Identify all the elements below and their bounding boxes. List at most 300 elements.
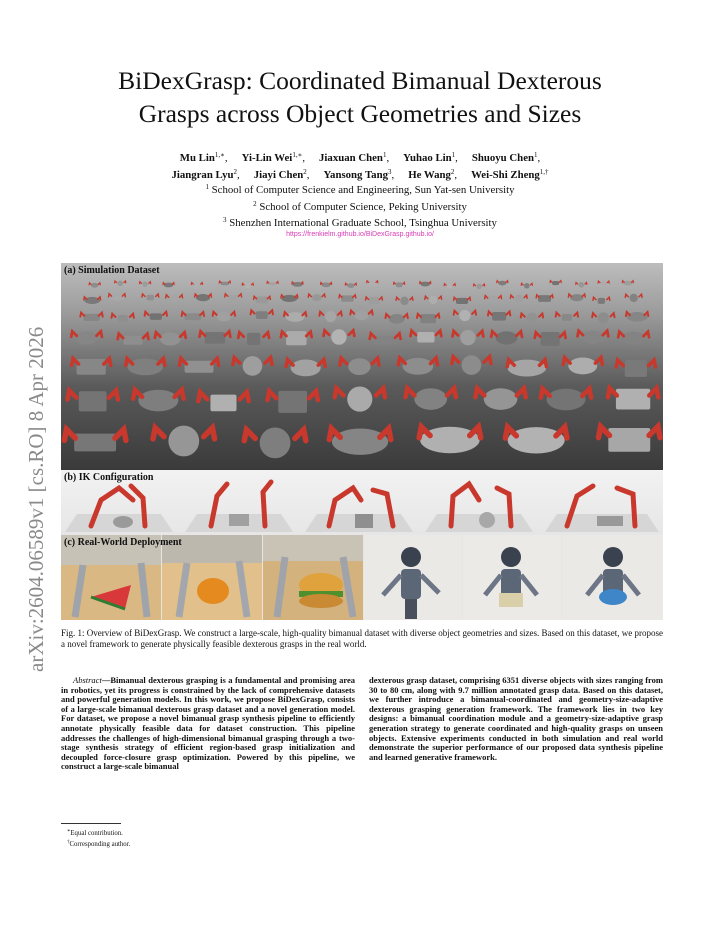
robot-hand-mark <box>585 282 587 284</box>
robot-hand-mark <box>394 282 396 284</box>
robot-hand-mark <box>582 294 585 297</box>
grasp-object <box>166 295 183 302</box>
author-name: Mu Lin <box>179 152 215 164</box>
grasp-object <box>254 296 271 303</box>
author-sup: 2 <box>303 168 307 176</box>
grasp-object <box>576 282 587 288</box>
grasp-object <box>267 391 317 413</box>
robot-hand-mark <box>153 428 164 439</box>
project-link[interactable]: https://frenkielm.github.io/BiDexGrasp.github.io/ <box>286 231 434 238</box>
grasp-object <box>425 296 442 304</box>
robot-hand-mark <box>124 281 126 283</box>
robot-hand-mark <box>539 314 543 318</box>
affiliation-text: Shenzhen International Graduate School, Tsinghua University <box>229 217 497 229</box>
robot-hand-mark <box>281 332 287 338</box>
robot-hand-mark <box>592 313 596 317</box>
grasp-object <box>398 358 437 375</box>
robot-hand-mark <box>130 314 134 318</box>
robot-hand-mark <box>302 312 306 316</box>
robot-hand-mark <box>485 296 488 299</box>
grasp-object <box>507 360 546 377</box>
grasp-object <box>367 281 378 286</box>
robot-hand-mark <box>425 296 428 299</box>
grasp-object <box>191 283 202 288</box>
grasp-object <box>616 360 655 377</box>
grasp-object <box>625 294 642 302</box>
grasp-object <box>497 281 508 286</box>
robot-hand-mark <box>483 284 485 286</box>
affiliation-sup: 2 <box>253 199 257 208</box>
robot-hand-mark <box>430 358 437 365</box>
grasp-object <box>71 331 102 344</box>
robot-hand-mark <box>182 312 186 316</box>
grasp-object <box>126 358 165 375</box>
grasp-object <box>308 294 325 301</box>
grasp-object <box>335 386 385 411</box>
grasp-object <box>419 427 481 453</box>
robot-hand-mark <box>321 282 323 284</box>
grasp-object <box>563 358 602 375</box>
robot-hand-mark <box>506 281 508 283</box>
robot-hand-mark <box>372 358 379 365</box>
grasp-object <box>292 282 303 287</box>
grasp-object <box>319 311 341 322</box>
grasp-object <box>339 295 356 302</box>
robot-hand-mark <box>644 332 650 338</box>
robot-hand-mark <box>239 294 242 297</box>
robot-hand-mark <box>204 428 215 439</box>
grasp-object <box>535 332 566 346</box>
grasp-object <box>281 295 298 302</box>
robot-hand-mark <box>115 429 126 440</box>
robot-hand-mark <box>376 281 378 283</box>
grasp-object <box>72 358 111 374</box>
robot-hand-mark <box>156 294 159 297</box>
robot-hand-mark <box>180 295 183 298</box>
robot-hand-mark <box>559 281 561 283</box>
robot-hand-mark <box>80 313 84 317</box>
panel-c-label: (c) Real-World Deployment <box>64 537 182 548</box>
ik-scene-4 <box>425 484 533 532</box>
grasp-object <box>267 282 278 286</box>
robot-hand-mark <box>556 313 560 317</box>
robot-hand-mark <box>354 283 356 285</box>
robot-hand-mark <box>64 429 75 440</box>
grasp-object <box>618 332 649 345</box>
robot-hand-mark <box>286 360 293 367</box>
grasp-object <box>578 331 609 344</box>
author-sup: 2 <box>450 168 455 176</box>
footnote-sup: ∗ <box>67 829 71 834</box>
robot-hand-mark <box>195 294 198 297</box>
robot-hand-mark <box>475 388 484 397</box>
grasp-object <box>444 283 455 289</box>
author-name: Shuoyu Chen <box>471 152 534 164</box>
abstract-column-right: dexterous grasp dataset, comprising 6351 diverse objects with sizes ranging from 30 to 80 cm, along with 9.7 million annotated grasp data. Based on this dataset, we further introduce a bimanual-coordinated and geometry-size-adaptive dexterous grasping generation framework. The framework lies in two key designs: a bimanual coordination module and a geometry-size-adaptive grasp generation strategy to generate coordinated and high-quality grasps on unseen objects. Extensive experiments conducted in both simulation and real world demonstrate the superior performance of our proposed data synthesis pipeline and learned generative framework. <box>369 675 663 762</box>
author-name: Yansong Tang <box>323 169 388 181</box>
panel-ik-configuration <box>61 470 663 535</box>
grasp-object <box>598 427 660 452</box>
robot-hand-mark <box>115 281 117 283</box>
grasp-object <box>198 392 248 411</box>
affiliations <box>60 181 660 231</box>
footnote-corresponding <box>61 838 130 849</box>
robot-hand-mark <box>353 295 356 298</box>
robot-hand-mark <box>109 294 112 297</box>
robot-hand-mark <box>367 281 369 283</box>
grasp-object <box>133 390 183 412</box>
robot-hand-mark <box>284 312 288 316</box>
footnote-rule <box>61 823 121 824</box>
robot-hand-mark <box>550 295 553 298</box>
grasp-object <box>115 281 126 287</box>
grasp-object <box>195 294 212 301</box>
robot-hand-mark <box>98 283 100 285</box>
simulation-objects-illustration <box>61 263 663 470</box>
grasp-object <box>324 329 355 344</box>
grasp-object <box>488 312 510 321</box>
robot-hand-mark <box>611 313 615 317</box>
author-sup: 2 <box>233 168 238 176</box>
grasp-object <box>608 388 658 409</box>
grasp-object <box>281 331 312 345</box>
robot-hand-mark <box>506 312 510 316</box>
robot-hand-mark <box>603 331 609 337</box>
robot-hand-mark <box>403 282 405 284</box>
grasp-object <box>505 427 567 453</box>
robot-hand-mark <box>376 388 385 397</box>
robot-hand-mark <box>454 311 458 315</box>
grasp-object <box>366 297 383 305</box>
affiliation-sup: 1 <box>205 183 209 191</box>
grasp-object <box>284 312 306 322</box>
robot-hand-mark <box>276 282 278 284</box>
arxiv-stamp <box>16 262 52 672</box>
grasp-object <box>200 331 231 343</box>
robot-hand-mark <box>349 330 355 336</box>
robot-hand-mark <box>598 281 600 283</box>
robot-hand-mark <box>395 333 401 339</box>
robot-hand-mark <box>200 331 206 337</box>
robot-hand-mark <box>295 430 306 441</box>
robot-hand-mark <box>411 331 417 337</box>
robot-hand-mark <box>472 311 476 315</box>
robot-hand-mark <box>474 284 476 286</box>
grasp-object <box>568 294 585 301</box>
robot-hand-mark <box>267 391 276 400</box>
robot-hand-mark <box>593 297 596 300</box>
robot-hand-mark <box>309 391 318 400</box>
robot-hand-mark <box>484 357 491 364</box>
robot-hand-mark <box>574 313 578 317</box>
footnote-sup: † <box>67 840 70 845</box>
author-sup: 1,∗ <box>214 151 225 159</box>
robot-hand-mark <box>576 282 578 284</box>
robot-hand-mark <box>225 294 228 297</box>
grasp-object <box>536 295 553 302</box>
grasp-object <box>225 294 242 300</box>
robot-hand-mark <box>254 296 257 299</box>
grasp-object <box>163 283 174 288</box>
grasp-object <box>385 314 407 324</box>
photo-humanoid-2 <box>463 535 561 620</box>
robot-hand-mark <box>219 281 221 283</box>
robot-hand-mark <box>133 390 142 399</box>
robot-hand-mark <box>517 388 526 397</box>
robot-hand-mark <box>406 388 415 397</box>
robot-hand-mark <box>578 331 584 337</box>
grasp-object <box>219 281 230 285</box>
robot-hand-mark <box>200 312 204 316</box>
grasp-object <box>510 295 527 303</box>
robot-hand-mark <box>467 297 470 300</box>
author-name: Jiayi Chen <box>253 169 304 181</box>
robot-hand-mark <box>180 332 186 338</box>
robot-hand-mark <box>379 297 382 300</box>
robot-hand-mark <box>369 311 373 315</box>
robot-hand-mark <box>251 310 255 314</box>
grasp-object <box>251 310 273 319</box>
robot-hand-mark <box>198 392 207 401</box>
grasp-object <box>109 294 126 301</box>
robot-hand-mark <box>322 294 325 297</box>
robot-hand-mark <box>267 296 270 299</box>
robot-hand-mark <box>99 313 103 317</box>
robot-hand-mark <box>145 312 149 316</box>
robot-hand-mark <box>228 281 230 283</box>
robot-hand-mark <box>201 283 203 285</box>
robot-hand-mark <box>244 430 255 441</box>
grasp-object <box>370 333 401 344</box>
grasp-object <box>521 313 543 324</box>
panel-real-world-deployment <box>61 535 663 620</box>
affiliation-1 <box>60 181 660 198</box>
robot-hand-mark <box>452 357 459 364</box>
grasp-object <box>118 334 149 345</box>
robot-hand-mark <box>318 360 325 367</box>
robot-hand-mark <box>335 388 344 397</box>
author-name: He Wang <box>408 169 451 181</box>
grasp-object <box>541 389 591 411</box>
grasp-object <box>406 388 456 410</box>
robot-hand-mark <box>435 314 439 318</box>
robot-hand-mark <box>350 311 354 315</box>
grasp-object <box>491 331 522 344</box>
robot-hand-mark <box>535 332 541 338</box>
robot-hand-mark <box>439 296 442 299</box>
robot-hand-mark <box>366 297 369 300</box>
author-sup: 1 <box>451 151 456 159</box>
robot-hand-mark <box>607 297 610 300</box>
grasp-object <box>182 312 204 320</box>
robot-hand-mark <box>345 283 347 285</box>
title-line-2: Grasps across Object Geometries and Sizes <box>138 99 582 128</box>
affiliation-text: School of Computer Science and Engineering, Sun Yat-sen University <box>211 184 515 196</box>
robot-hand-mark <box>96 331 102 337</box>
robot-hand-mark <box>488 312 492 316</box>
robot-hand-mark <box>71 331 77 337</box>
robot-hand-mark <box>498 296 501 299</box>
ik-scene-3 <box>305 488 413 532</box>
grasp-object <box>626 312 648 322</box>
author-name: Jiaxuan Chen <box>319 152 383 164</box>
robot-hand-mark <box>560 332 566 338</box>
robot-hand-mark <box>530 283 532 285</box>
grasp-object <box>244 427 306 458</box>
author-sup: 1,∗ <box>292 151 303 159</box>
robot-hand-mark <box>109 390 118 399</box>
robot-hand-mark <box>330 282 332 284</box>
overview-figure <box>61 263 663 620</box>
robot-hand-mark <box>319 312 323 316</box>
abstract-heading: Abstract <box>73 675 102 685</box>
panel-a-label: (a) Simulation Dataset <box>64 265 160 276</box>
robot-hand-mark <box>213 312 217 316</box>
grasp-object <box>153 426 215 457</box>
grasp-object <box>454 297 471 304</box>
author-name: Yuhao Lin <box>403 152 452 164</box>
author-sup: 1 <box>382 151 387 159</box>
robot-hand-mark <box>338 312 342 316</box>
robot-hand-mark <box>240 392 249 401</box>
grasp-object <box>411 331 442 343</box>
robot-hand-mark <box>208 294 211 297</box>
robot-hand-mark <box>191 283 193 285</box>
author-name: Wei-Shi Zheng <box>471 169 540 181</box>
author-block <box>60 148 660 182</box>
grasp-object <box>417 314 439 323</box>
author-sup: 1,† <box>539 168 549 176</box>
grasp-object <box>345 283 356 288</box>
robot-hand-mark <box>111 314 115 318</box>
robot-hand-mark <box>625 294 628 297</box>
author-line-1: Mu Lin$^{1,∗}$, Yi-Lin Wei$^{1,∗}$, Jiaxuan Chen$^1$, Yuhao Lin$^1$, Shuoyu Chen$^1$, <box>179 151 541 164</box>
robot-hand-mark <box>510 295 513 298</box>
grasp-object <box>396 297 413 305</box>
robot-hand-mark <box>595 358 602 365</box>
robot-hand-mark <box>155 332 161 338</box>
robot-hand-mark <box>251 283 253 285</box>
ik-scene-2 <box>185 482 293 532</box>
affiliation-3 <box>60 214 660 231</box>
photo-humanoid-1 <box>364 535 462 620</box>
robot-hand-mark <box>142 294 145 297</box>
robot-hand-mark <box>67 390 76 399</box>
grasp-object <box>453 330 484 345</box>
robot-hand-mark <box>607 281 609 283</box>
robot-hand-mark <box>324 330 330 336</box>
grasp-object <box>593 297 610 304</box>
grasp-object <box>179 358 218 372</box>
robot-hand-mark <box>175 390 184 399</box>
robot-hand-mark <box>396 297 399 300</box>
robot-hand-mark <box>212 358 219 365</box>
grasp-object <box>475 388 525 410</box>
robot-hand-mark <box>385 314 389 318</box>
grasp-object <box>474 284 485 290</box>
robot-hand-mark <box>524 295 527 298</box>
grasp-object <box>233 356 272 376</box>
robot-hand-mark <box>598 427 609 438</box>
grasp-object <box>340 358 379 375</box>
robot-hand-mark <box>521 314 525 318</box>
figure-caption: Fig. 1: Overview of BiDexGrasp. We construct a large-scale, high-quality bimanual dataset with diverse object geometries and sizes. Based on this dataset, we propose a novel framework to generate physically feasible dexterous grasps in the real world. <box>61 628 663 649</box>
grasp-object <box>550 281 561 285</box>
footnote-equal-contribution <box>61 827 130 838</box>
robot-hand-mark <box>225 331 231 337</box>
grasp-object <box>142 294 159 300</box>
affiliation-2 <box>60 198 660 215</box>
photo-burger <box>263 535 363 620</box>
robot-hand-mark <box>163 312 167 316</box>
robot-hand-mark <box>491 331 497 337</box>
robot-hand-mark <box>447 388 456 397</box>
robot-hand-mark <box>265 357 272 364</box>
grasp-object <box>286 360 325 377</box>
grasp-object <box>485 296 502 303</box>
grasp-object <box>350 311 372 321</box>
grasp-object <box>80 313 102 321</box>
robot-hand-mark <box>550 281 552 283</box>
grasp-object <box>321 282 332 287</box>
robot-hand-mark <box>89 283 91 285</box>
robot-hand-mark <box>166 295 169 298</box>
robot-hand-mark <box>516 331 522 337</box>
robot-hand-mark <box>541 389 550 398</box>
robot-hand-mark <box>306 332 312 338</box>
robot-hand-mark <box>267 282 269 284</box>
robot-hand-mark <box>618 332 624 338</box>
robot-hand-mark <box>478 331 484 337</box>
robot-hand-mark <box>568 294 571 297</box>
footnotes <box>61 827 130 849</box>
grasp-object <box>155 332 186 345</box>
title-line-1: BiDexGrasp: Coordinated Bimanual Dexterous <box>118 66 602 95</box>
grasp-object <box>67 390 117 411</box>
ik-scene-5 <box>545 486 659 532</box>
robot-hand-mark <box>242 283 244 285</box>
robot-hand-mark <box>410 297 413 300</box>
robot-hand-mark <box>339 295 342 298</box>
robot-hand-mark <box>233 357 240 364</box>
grasp-object <box>329 428 391 454</box>
robot-hand-mark <box>582 389 591 398</box>
grasp-object <box>592 312 614 323</box>
grasp-object <box>454 310 476 321</box>
robot-hand-mark <box>521 283 523 285</box>
author-sup: 3 <box>387 168 392 176</box>
author-name: Yi-Lin Wei <box>241 152 293 164</box>
ik-scene-1 <box>65 486 173 532</box>
robot-hand-mark <box>417 314 421 318</box>
grasp-object <box>111 314 133 322</box>
grasp-object <box>556 313 578 321</box>
robot-hand-mark <box>536 295 539 298</box>
grasp-object <box>598 281 609 287</box>
robot-hand-mark <box>308 294 311 297</box>
robot-hand-mark <box>269 310 273 314</box>
grasp-object <box>420 282 431 287</box>
robot-hand-mark <box>179 358 186 365</box>
affiliation-sup: 3 <box>223 216 227 224</box>
robot-hand-mark <box>649 388 658 397</box>
panel-simulation-dataset <box>61 263 663 470</box>
footnote-text: Corresponding author. <box>69 841 131 848</box>
grasp-object <box>394 282 405 287</box>
grasp-object <box>64 429 126 451</box>
robot-hand-mark <box>143 334 149 340</box>
robot-hand-mark <box>453 284 455 286</box>
